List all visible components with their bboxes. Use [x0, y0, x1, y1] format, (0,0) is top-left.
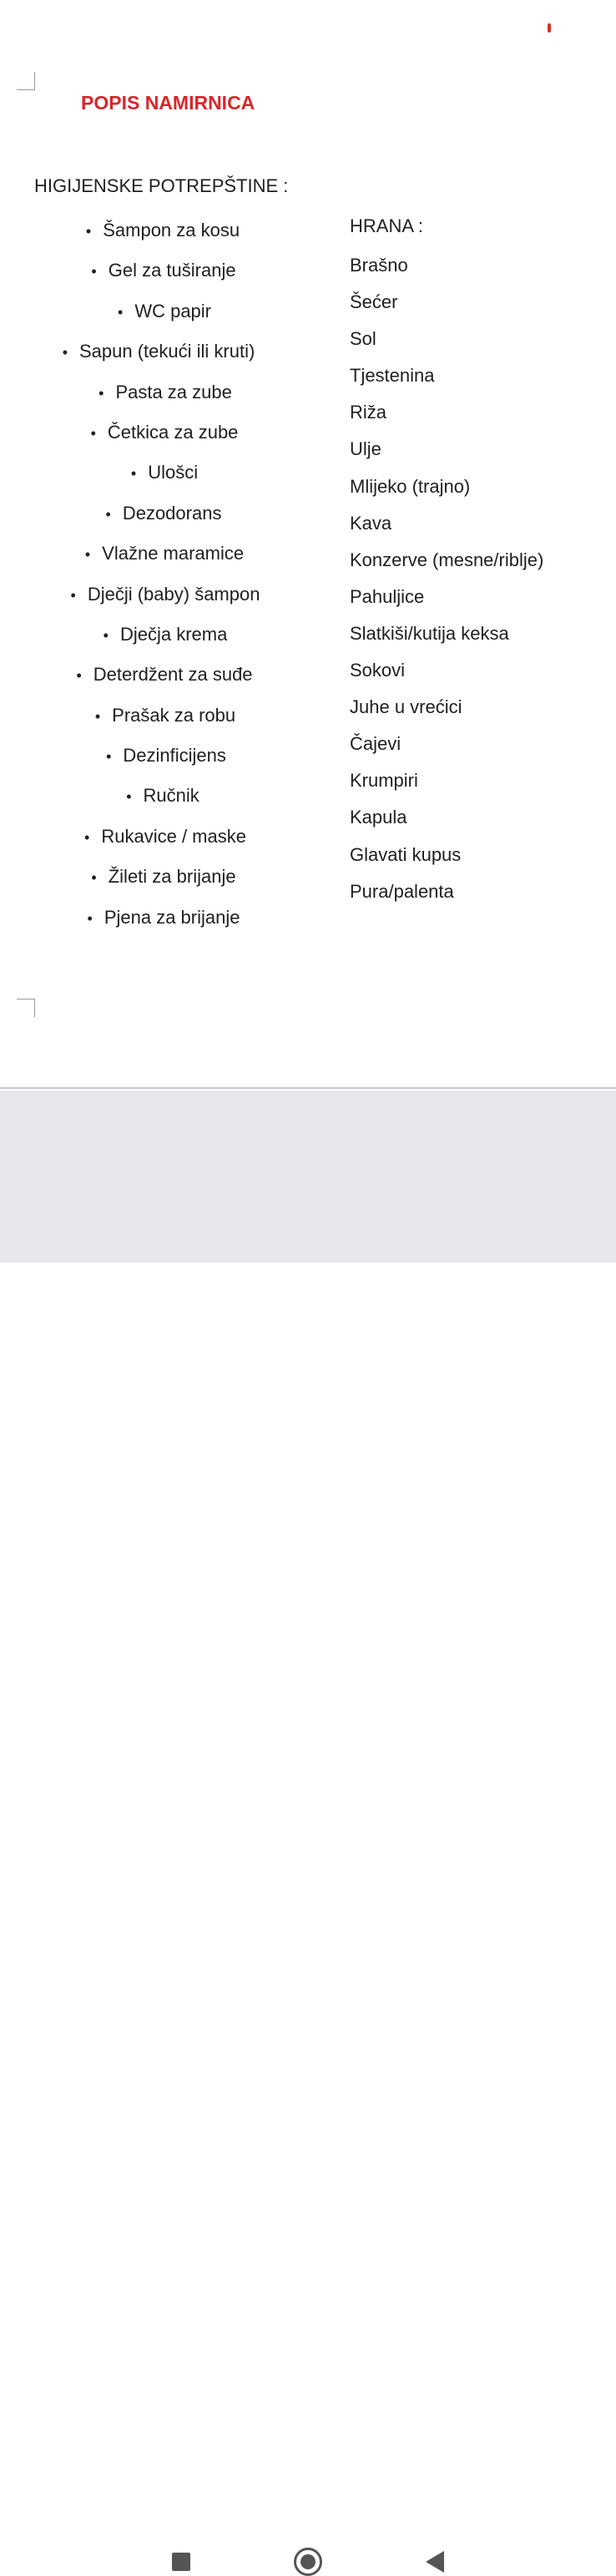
- hygiene-list-item: [0, 331, 326, 372]
- document-title: POPIS NAMIRNICA: [81, 92, 255, 114]
- food-list-item: Mlijeko (trajno): [350, 475, 471, 497]
- hygiene-list-item: [0, 210, 330, 251]
- hygiene-item-label: Dječji (baby) šampon: [87, 583, 260, 605]
- food-list-item: Kapula: [350, 807, 407, 828]
- bullet-icon: •: [103, 626, 109, 644]
- hygiene-item-label: Žileti za brijanje: [108, 866, 236, 888]
- home-circle-icon[interactable]: [294, 2548, 322, 2576]
- food-list-item: Šećer: [350, 291, 398, 313]
- bullet-icon: •: [84, 546, 91, 564]
- hygiene-list-item: [0, 857, 331, 897]
- status-indicator: [548, 23, 551, 33]
- hygiene-list-item: [0, 696, 332, 736]
- hygiene-item-label: Šampon za kosu: [103, 220, 240, 240]
- food-list-item: Pahuljice: [350, 585, 425, 607]
- hygiene-list-item: [0, 898, 331, 938]
- food-list-item: Ulje: [350, 438, 381, 460]
- hygiene-item-label: Dječja krema: [119, 623, 228, 645]
- hygiene-item-label: Rukavice / maske: [101, 825, 246, 847]
- bullet-icon: •: [98, 384, 104, 402]
- bullet-icon: •: [105, 505, 111, 523]
- food-list-item: Pura/palenta: [350, 880, 454, 902]
- hygiene-heading: HIGIJENSKE POTREPŠTINE :: [34, 175, 289, 196]
- bullet-icon: •: [118, 303, 124, 321]
- food-list-item: Brašno: [350, 255, 408, 276]
- bullet-icon: •: [84, 828, 90, 846]
- hygiene-item-label: Vlažne maramice: [102, 543, 245, 564]
- hygiene-list-item: [0, 776, 330, 816]
- hygiene-item-label: Sapun (tekući ili kruti): [79, 341, 255, 362]
- hygiene-list-item: [0, 817, 332, 857]
- hygiene-list-item: [0, 736, 333, 776]
- bullet-icon: •: [87, 909, 93, 927]
- food-list-item: Juhe u vrećici: [350, 696, 462, 718]
- hygiene-list-item: [0, 493, 331, 534]
- bullet-icon: •: [70, 586, 76, 604]
- bullet-icon: •: [94, 707, 101, 725]
- hygiene-list-item: [0, 251, 331, 291]
- food-list-item: Krumpiri: [350, 770, 418, 792]
- food-list-item: Čajevi: [350, 733, 401, 755]
- hygiene-item-label: Ručnik: [143, 785, 199, 807]
- hygiene-item-label: WC papir: [134, 300, 211, 321]
- food-list-item: Tjestenina: [350, 365, 435, 387]
- hygiene-item-label: Prašak za robu: [112, 704, 236, 726]
- bullet-icon: •: [130, 465, 137, 483]
- food-heading: HRANA :: [350, 215, 424, 236]
- hygiene-item-label: Dezodorans: [122, 502, 222, 524]
- hygiene-item-label: Deterdžent za suđe: [93, 664, 253, 686]
- hygiene-list: [0, 210, 334, 938]
- food-list: [350, 247, 543, 910]
- food-list-item: Slatkiši/kutija keksa: [350, 622, 509, 644]
- hygiene-list-item: [0, 534, 331, 574]
- back-triangle-icon[interactable]: [426, 2551, 444, 2573]
- recents-square-icon[interactable]: [172, 2553, 190, 2571]
- bullet-icon: •: [106, 748, 112, 766]
- system-navigation-bar: [0, 1263, 616, 1336]
- hygiene-item-label: Pjena za brijanje: [104, 906, 240, 928]
- hygiene-item-label: Četkica za zube: [107, 421, 239, 443]
- food-list-item: Glavati kupus: [350, 843, 462, 865]
- bullet-icon: •: [91, 263, 97, 281]
- hygiene-list-item: [0, 453, 331, 493]
- hygiene-list-item: [0, 372, 332, 412]
- document-background[interactable]: [0, 1091, 616, 1263]
- bullet-icon: •: [126, 788, 132, 806]
- hygiene-item-label: Pasta za zube: [115, 381, 232, 402]
- food-list-item: Konzerve (mesne/riblje): [350, 549, 544, 570]
- crop-mark-top: [17, 72, 35, 90]
- hygiene-list-item: [0, 655, 331, 695]
- hygiene-item-label: Gel za tuširanje: [108, 260, 236, 281]
- bullet-icon: •: [90, 424, 96, 442]
- hygiene-list-item: [0, 615, 332, 655]
- hygiene-item-label: Dezinficijens: [123, 745, 226, 767]
- document-page: [0, 0, 616, 1089]
- bullet-icon: •: [85, 223, 92, 240]
- food-list-item: Sol: [350, 328, 376, 350]
- hygiene-list-item: [0, 412, 331, 453]
- bullet-icon: •: [76, 667, 82, 685]
- bullet-icon: •: [62, 344, 68, 362]
- crop-mark-bottom: [17, 999, 35, 1017]
- hygiene-list-item: [0, 291, 331, 331]
- food-list-item: Riža: [350, 402, 387, 423]
- food-list-item: Sokovi: [350, 660, 406, 681]
- bullet-icon: •: [91, 869, 97, 887]
- hygiene-list-item: [0, 574, 332, 615]
- food-list-item: Kava: [350, 512, 392, 534]
- hygiene-item-label: Ulošci: [148, 462, 199, 483]
